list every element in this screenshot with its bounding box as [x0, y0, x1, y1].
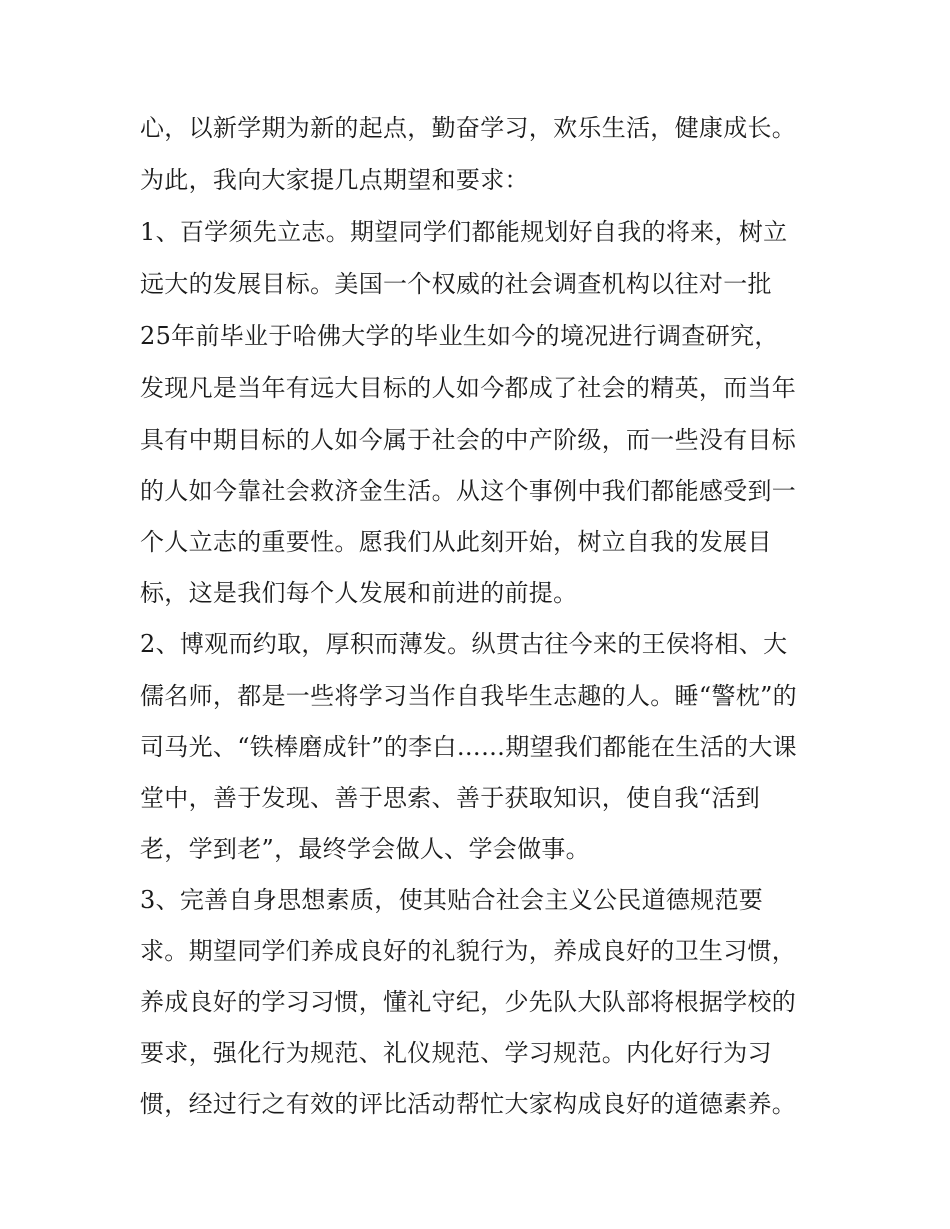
text-line: 惯，经过行之有效的评比活动帮忙大家构成良好的道德素养。: [140, 1090, 797, 1118]
text-line: 1、百学须先立志。期望同学们都能规划好自我的将来，树立: [140, 218, 788, 246]
text-line: 远大的发展目标。美国一个权威的社会调查机构以往对一批: [140, 270, 772, 298]
text-line: 心，以新学期为新的起点，勤奋学习，欢乐生活，健康成长。: [140, 114, 797, 142]
text-line: 堂中，善于发现、善于思索、善于获取知识，使自我“活到: [140, 784, 761, 812]
text-line: 老，学到老”，最终学会做人、学会做事。: [140, 835, 590, 863]
text-line: 儒名师，都是一些将学习当作自我毕生志趣的人。睡“警枕”的: [140, 682, 797, 710]
text-line: 为此，我向大家提几点期望和要求：: [140, 166, 529, 194]
text-line: 3、完善自身思想素质，使其贴合社会主义公民道德规范要: [140, 886, 764, 914]
text-line: 求。期望同学们养成良好的礼貌行为，养成良好的卫生习惯，: [140, 937, 797, 965]
text-line: 25年前毕业于哈佛大学的毕业生如今的境况进行调查研究，: [140, 322, 779, 350]
text-line: 要求，强化行为规范、礼仪规范、学习规范。内化好行为习: [140, 1039, 772, 1067]
text-line: 的人如今靠社会救济金生活。从这个事例中我们都能感受到一: [140, 477, 797, 505]
text-line: 司马光、“铁棒磨成针”的李白……期望我们都能在生活的大课: [140, 733, 797, 761]
text-line: 标，这是我们每个人发展和前进的前提。: [140, 579, 578, 607]
text-line: 具有中期目标的人如今属于社会的中产阶级，而一些没有目标: [140, 426, 797, 454]
text-line: 发现凡是当年有远大目标的人如今都成了社会的精英，而当年: [140, 374, 797, 402]
text-line: 2、博观而约取，厚积而薄发。纵贯古往今来的王侯将相、大: [140, 630, 788, 658]
text-line: 个人立志的重要性。愿我们从此刻开始，树立自我的发展目: [140, 528, 772, 556]
text-line: 养成良好的学习习惯，懂礼守纪，少先队大队部将根据学校的: [140, 988, 797, 1016]
